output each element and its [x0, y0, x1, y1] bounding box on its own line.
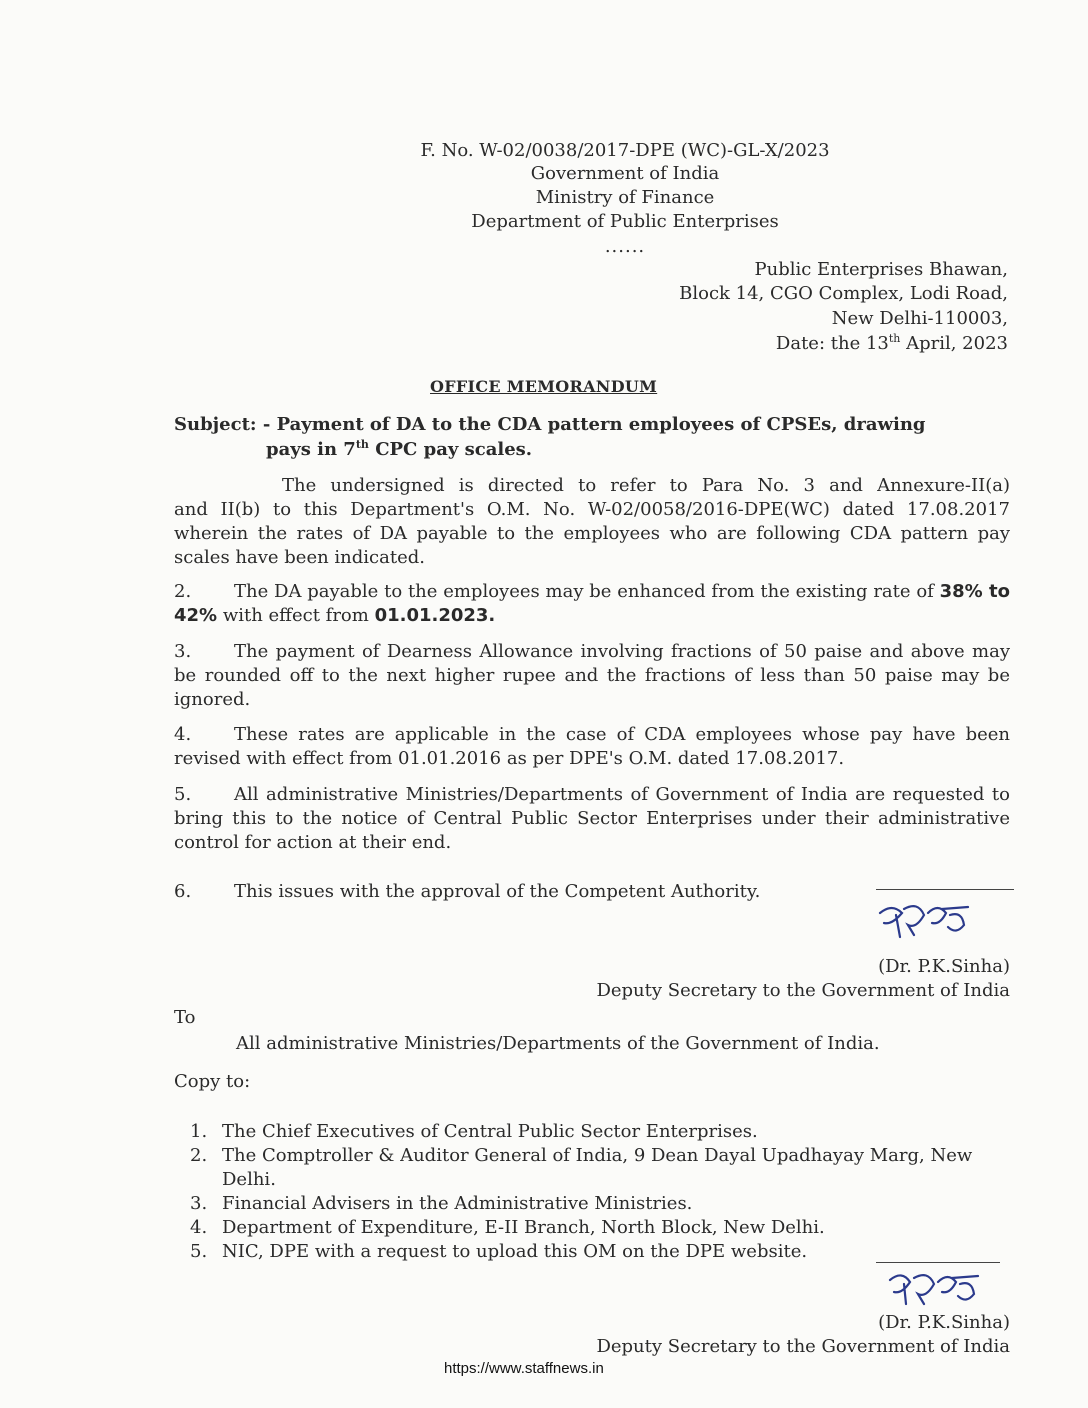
paragraph-4: 4. These rates are applicable in the case of CDA employees whose pay have been revised with effect from 01.01.2016 as per DPE's O.M. dated 17.08.2017. [174, 724, 1010, 769]
list-item: 2. The Comptroller & Auditor General of India, 9 Dean Dayal Upadhayay Marg, New Delhi. [190, 1145, 973, 1190]
memo-title: OFFICE MEMORANDUM [430, 377, 658, 396]
da-rate-change: 38% to 42% [174, 581, 1010, 626]
paragraph-2: 2. The DA payable to the employees may be enhanced from the existing rate of 38% to 42% with effect from 01.01.2023. [174, 581, 1010, 626]
department-line: Department of Public Enterprises [471, 211, 779, 232]
list-item: 1. The Chief Executives of Central Public Sector Enterprises. [190, 1121, 758, 1142]
header-dots: ...... [604, 236, 646, 257]
paragraph-1: The undersigned is directed to refer to Para No. 3 and Annexure-II(a) and II(b) to this Department's O.M. No. W-02/0058/2016-DPE(WC) dated 17.08.2017 wherein the rates of DA payable to the employees who are following CDA pattern pay scales have been indicated. [174, 475, 1010, 568]
memo-date: Date: the 13th April, 2023 [775, 332, 1008, 354]
effective-date: 01.01.2023. [374, 605, 496, 626]
ministry-line: Ministry of Finance [535, 187, 715, 208]
copy-to-list [190, 1120, 1020, 1264]
paragraph-3: 3. The payment of Dearness Allowance involving fractions of 50 paise and above may be rounded off to the next higher rupee and the fractions of less than 50 paise may be ignored. [174, 641, 1010, 710]
list-item: 4. Department of Expenditure, E-II Branch, North Block, New Delhi. [190, 1217, 825, 1238]
list-item: 5. NIC, DPE with a request to upload this OM on the DPE website. [190, 1241, 808, 1262]
address-line-1: Public Enterprises Bhawan, [754, 259, 1008, 280]
copy-to-label: Copy to: [174, 1071, 251, 1092]
government-line: Government of India [530, 163, 720, 184]
signatory-designation: Deputy Secretary to the Government of India [596, 980, 1010, 1001]
source-url: https://www.staffnews.in [444, 1360, 604, 1377]
to-label: To [174, 1007, 196, 1028]
signatory-name: (Dr. P.K.Sinha) [878, 956, 1010, 977]
list-item: 3. Financial Advisers in the Administrative Ministries. [190, 1193, 693, 1214]
signature-scribble [880, 1266, 1010, 1316]
paragraph-6: 6. This issues with the approval of the Competent Authority. [174, 881, 761, 902]
signature-line [876, 889, 1014, 890]
to-recipient: All administrative Ministries/Departments of the Government of India. [236, 1033, 880, 1054]
address-line-3: New Delhi-110003, [831, 308, 1008, 329]
signature-scribble [872, 895, 1012, 945]
signatory-designation: Deputy Secretary to the Government of India [596, 1336, 1010, 1357]
address-line-2: Block 14, CGO Complex, Lodi Road, [679, 283, 1008, 304]
memo-subject: Subject: - Payment of DA to the CDA pattern employees of CPSEs, drawing pays in 7th CPC pay scales. [174, 414, 926, 460]
signatory-name: (Dr. P.K.Sinha) [878, 1312, 1010, 1333]
paragraph-5: 5. All administrative Ministries/Departments of Government of India are requested to bring this to the notice of Central Public Sector Enterprises under their administrative control for action at their end. [174, 784, 1010, 853]
file-number: F. No. W-02/0038/2017-DPE (WC)-GL-X/2023 [420, 140, 830, 161]
signature-line [876, 1262, 1000, 1263]
subject-label: Subject: - [174, 414, 277, 435]
